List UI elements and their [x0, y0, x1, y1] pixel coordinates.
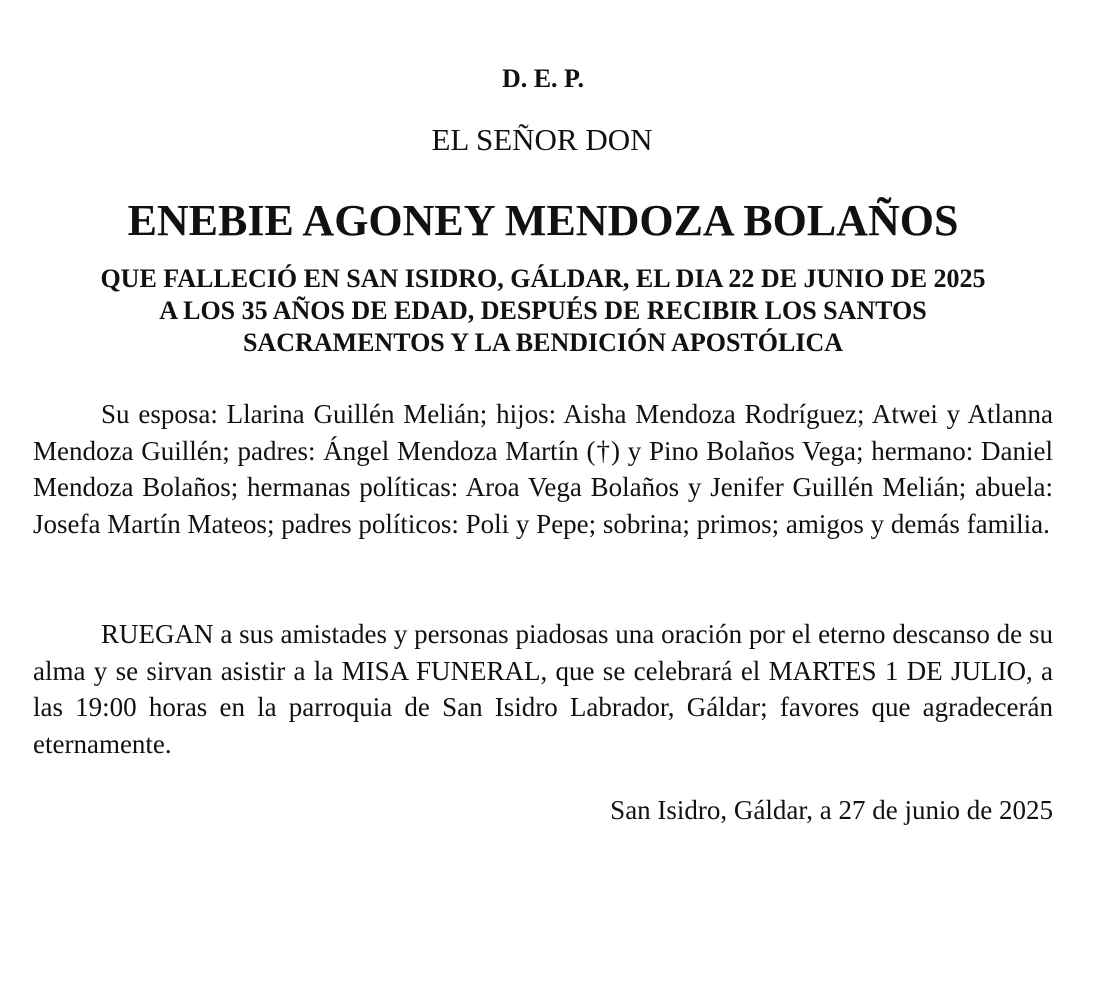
death-details-line: QUE FALLECIÓ EN SAN ISIDRO, GÁLDAR, EL DIA 22 DE JUNIO DE 2025 — [100, 264, 986, 293]
honorific-title: EL SEÑOR DON — [431, 122, 653, 157]
place-and-date: San Isidro, Gáldar, a 27 de junio de 2025 — [610, 795, 1053, 825]
funeral-request-paragraph: RUEGAN a sus amistades y personas piadosas una oración por el eterno descanso de su alma y se sirvan asistir a la MISA FUNERAL, que se celebrará el MARTES 1 DE JULIO, a las 19:00 horas en la parroquia de San Isidro Labrador, Gáldar; favores que agradecerán eternamente. — [33, 619, 1053, 759]
deceased-name: ENEBIE AGONEY MENDOZA BOLAÑOS — [127, 196, 959, 245]
dep-header: D. E. P. — [501, 64, 585, 93]
family-paragraph: Su esposa: Llarina Guillén Melián; hijos: Aisha Mendoza Rodríguez; Atwei y Atlanna Mendoza Guillén; padres: Ángel Mendoza Martín (†) y Pino Bolaños Vega; hermano: Daniel Mendoza Bolaños; hermanas políticas: Aroa Vega Bolaños y Jenifer Guillén Melián; abuela: Josefa Martín Mateos; padres políticos: Poli y Pepe; sobrina; primos; amigos y demás familia. — [33, 399, 1053, 539]
death-details-line: A LOS 35 AÑOS DE EDAD, DESPUÉS DE RECIBIR LOS SANTOS — [159, 296, 927, 325]
death-details — [0, 263, 1086, 359]
death-details-line: SACRAMENTOS Y LA BENDICIÓN APOSTÓLICA — [242, 328, 844, 357]
